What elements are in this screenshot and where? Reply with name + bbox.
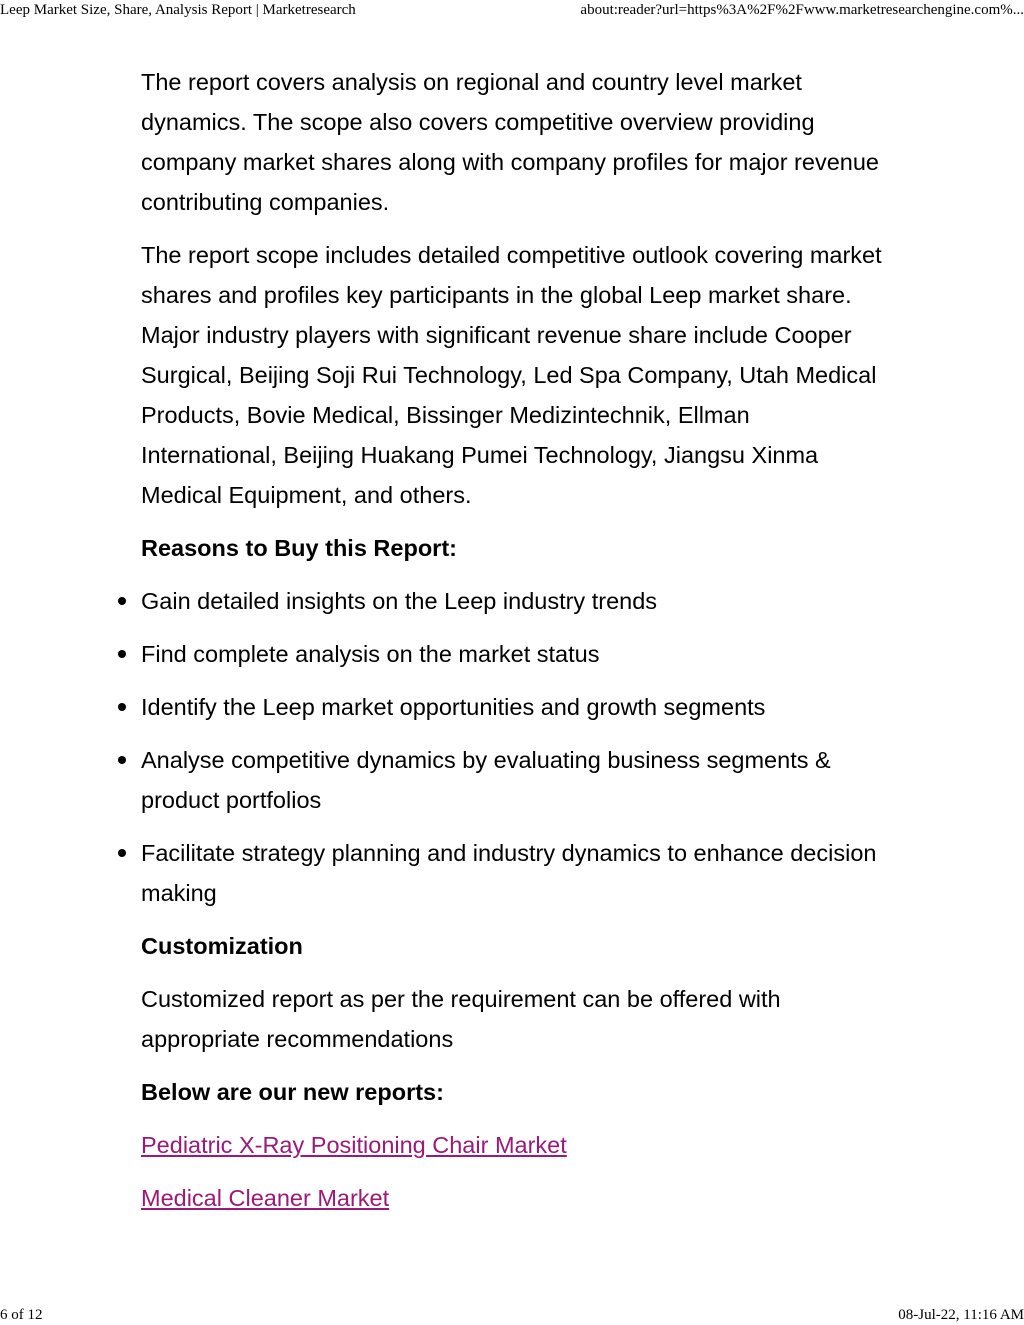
report-link-item [141, 1178, 891, 1218]
page-title: Leep Market Size, Share, Analysis Report | Marketresearch [0, 2, 356, 18]
list-item-text: Identify the Leep market opportunities and growth segments [141, 694, 766, 720]
new-reports-heading: Below are our new reports: [141, 1079, 444, 1105]
print-footer [0, 1306, 1024, 1324]
bullet-icon [118, 703, 126, 711]
bullet-icon [118, 849, 126, 857]
bullet-icon [118, 650, 126, 658]
reasons-heading: Reasons to Buy this Report: [141, 535, 457, 561]
list-item [141, 634, 891, 674]
list-item-text: Find complete analysis on the market status [141, 641, 600, 667]
scope-paragraph: The report scope includes detailed competitive outlook covering market shares and profiles key participants in the global Leep market share. Major industry players with significant revenue share include Cooper Surgical, Beijing Soji Rui Technology, Led Spa Company, Utah Medical Products, Bovie Medical, Bissinger Medizintechnik, Ellman International, Beijing Huakang Pumei Technology, Jiangsu Xinma Medical Equipment, and others. [141, 242, 882, 508]
bullet-icon [118, 597, 126, 605]
print-datetime: 08-Jul-22, 11:16 AM [898, 1307, 1024, 1323]
bullet-icon [118, 756, 126, 764]
list-item-text: Facilitate strategy planning and industry dynamics to enhance decision making [141, 840, 877, 906]
list-item [141, 581, 891, 621]
page-url: about:reader?url=https%3A%2F%2Fwww.marketresearchengine.com%... [580, 2, 1024, 18]
article-content [141, 62, 891, 1231]
report-link-medical-cleaner[interactable]: Medical Cleaner Market [141, 1185, 390, 1211]
print-header [0, 1, 1024, 19]
list-item-text: Gain detailed insights on the Leep industry trends [141, 588, 658, 614]
report-link-item [141, 1125, 891, 1165]
page-number: 6 of 12 [0, 1307, 43, 1323]
list-item [141, 687, 891, 727]
list-item-text: Analyse competitive dynamics by evaluating business segments & product portfolios [141, 747, 831, 813]
report-link-pediatric-xray[interactable]: Pediatric X-Ray Positioning Chair Market [141, 1132, 567, 1158]
customization-paragraph: Customized report as per the requirement can be offered with appropriate recommendations [141, 986, 781, 1052]
customization-heading: Customization [141, 933, 303, 959]
list-item [141, 833, 891, 913]
reasons-list [141, 581, 891, 913]
intro-paragraph: The report covers analysis on regional and country level market dynamics. The scope also covers competitive overview providing company market shares along with company profiles for major revenue contributing companies. [141, 69, 879, 215]
list-item [141, 740, 891, 820]
